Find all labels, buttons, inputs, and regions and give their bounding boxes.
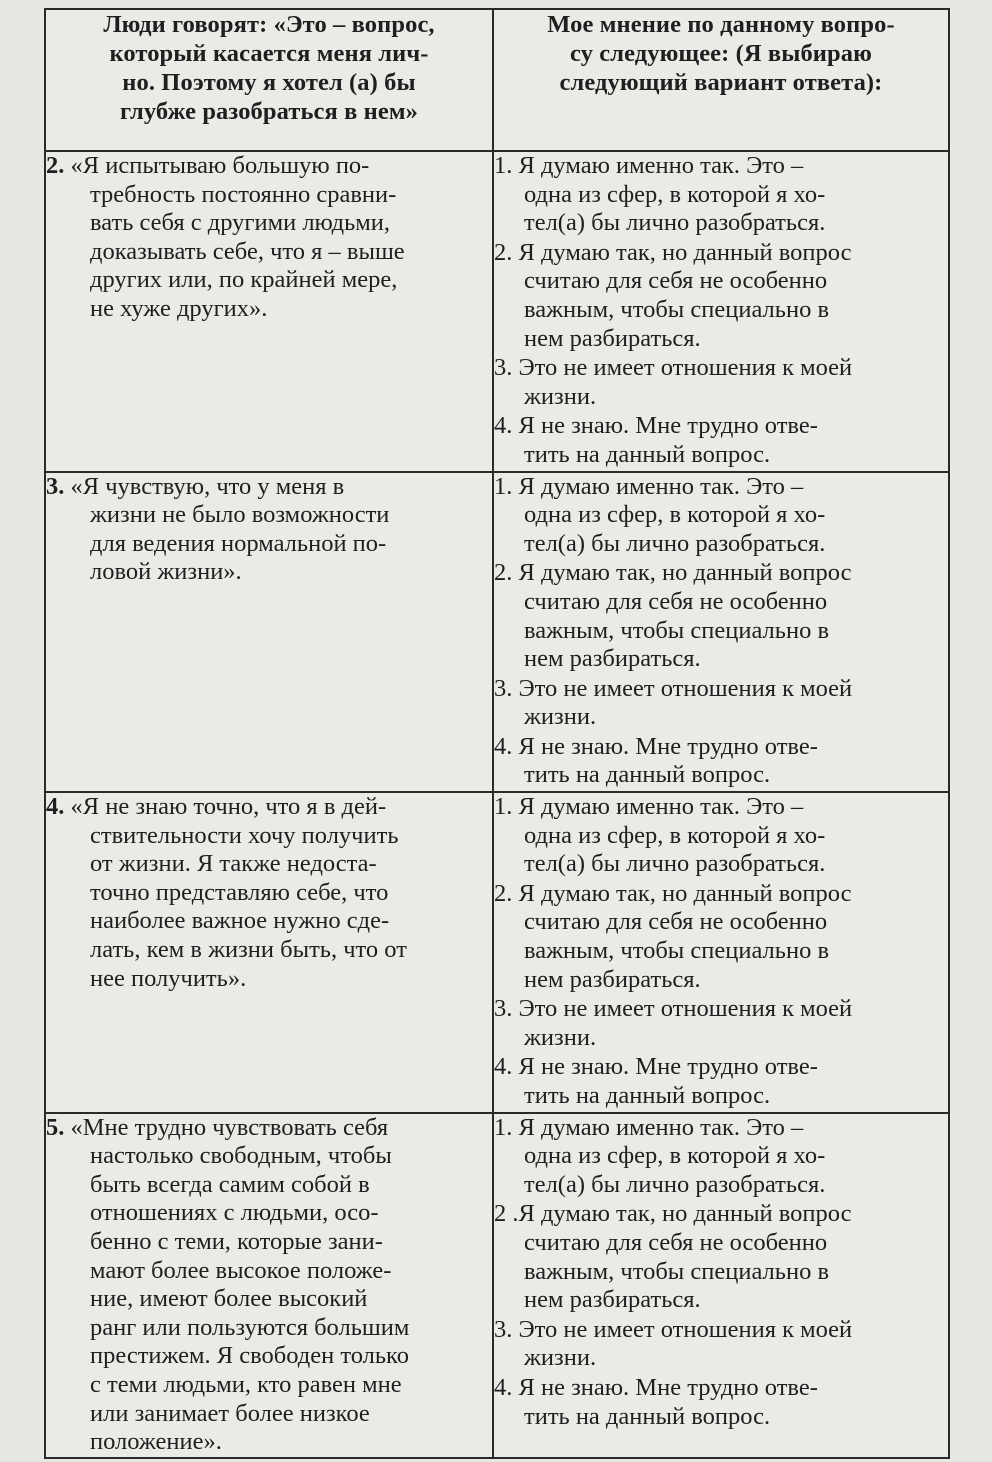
option-line: тить на данный вопрос. [524,761,771,789]
answer-option-4 [494,1374,948,1431]
option-line: нем разбираться. [524,1286,701,1314]
option-line: одна из сфер, в которой я хо- [524,180,826,208]
options-cell [493,151,949,472]
statement-line: настолько свободным, чтобы [90,1142,392,1170]
question-number: 2. [46,152,65,179]
option-line: тел(а) бы лично разобраться. [524,850,826,878]
header-left-line: который касается меня лич- [109,40,429,67]
option-line: 2. Я думаю так, но данный вопрос [494,238,852,266]
option-line: важным, чтобы специально в [524,295,830,323]
option-line: 3. Это не имеет отношения к моей [494,1315,853,1343]
header-left-line: но. Поэтому я хотел (а) бы [122,69,416,96]
option-line: считаю для себя не особенно [524,1228,828,1256]
answer-option-2 [494,880,948,994]
options-cell [493,792,949,1113]
option-line: тить на данный вопрос. [524,440,771,468]
answer-option-1 [494,152,948,238]
option-line: 4. Я не знаю. Мне трудно отве- [494,1373,818,1401]
option-line: считаю для себя не особенно [524,908,828,936]
option-line: важным, чтобы специально в [524,937,830,965]
option-line: 1. Я думаю именно так. Это – [494,1113,804,1141]
statement-line: не хуже других». [90,294,268,322]
option-line: тить на данный вопрос. [524,1402,771,1430]
option-line: 4. Я не знаю. Мне трудно отве- [494,1053,818,1081]
statement-line: ние, имеют более высокий [90,1285,368,1313]
statement-cell [45,472,493,793]
header-right-cell [493,9,949,151]
option-line: нем разбираться. [524,645,701,673]
header-row [45,9,949,151]
answer-option-1 [494,1114,948,1200]
answer-option-1 [494,793,948,879]
answer-option-2 [494,1200,948,1314]
answer-option-4 [494,412,948,469]
statement-line: или занимает более низкое [90,1399,370,1427]
statement-line: положение». [90,1428,222,1456]
question-row [45,792,949,1113]
statement-line: нее получить». [90,964,247,992]
header-left-line: Люди говорят: «Это – вопрос, [103,11,435,38]
header-right-line: следующий вариант ответа): [559,69,883,96]
statement-first-line [46,1114,492,1143]
option-line: 1. Я думаю именно так. Это – [494,472,804,500]
option-line: 2. Я думаю так, но данный вопрос [494,559,852,587]
option-line: 4. Я не знаю. Мне трудно отве- [494,412,818,440]
question-number: 3. [46,472,65,500]
statement-line: других или, по крайней мере, [90,266,398,294]
option-line: 4. Я не знаю. Мне трудно отве- [494,732,818,760]
header-left-cell [45,9,493,151]
statement-line: вать себя с другими людьми, [90,209,390,237]
option-line: тел(а) бы лично разобраться. [524,529,826,557]
question-row [45,1113,949,1458]
statement-line: жизни не было возможности [90,501,390,529]
question-row [45,151,949,472]
option-line: тел(а) бы лично разобраться. [524,209,826,237]
option-line: 2. Я думаю так, но данный вопрос [494,879,852,907]
option-line: жизни. [524,1023,597,1051]
answer-option-2 [494,559,948,673]
statement-first-line [46,793,492,822]
option-line: 2 .Я думаю так, но данный вопрос [494,1200,852,1228]
answer-option-3 [494,675,948,732]
statement-line: ранг или пользуются большим [90,1313,410,1341]
statement-line: наиболее важное нужно сде- [90,907,390,935]
statement-line: с теми людьми, кто равен мне [90,1370,402,1398]
statement-line: «Мне трудно чувствовать себя [70,1113,389,1141]
statement-line: «Я испытываю большую по- [70,152,370,179]
options-cell [493,1113,949,1458]
header-right-line: Мое мнение по данному вопро- [547,11,895,38]
option-line: 3. Это не имеет отношения к моей [494,995,853,1023]
option-line: 1. Я думаю именно так. Это – [494,152,804,179]
statement-first-line [46,473,492,502]
statement-line: точно представляю себе, что [90,878,389,906]
option-line: нем разбираться. [524,324,701,352]
statement-line: доказывать себе, что я – выше [90,237,405,265]
option-line: нем разбираться. [524,965,701,993]
answer-option-4 [494,733,948,790]
statement-line: ловой жизни». [90,558,242,586]
statement-line: быть всегда самим собой в [90,1170,370,1198]
option-line: жизни. [524,703,597,731]
option-line: считаю для себя не особенно [524,587,828,615]
answer-option-2 [494,239,948,353]
option-line: одна из сфер, в которой я хо- [524,501,826,529]
answer-option-3 [494,1316,948,1373]
statement-cell [45,1113,493,1458]
header-right-line: су следующее: (Я выбираю [570,40,872,67]
option-line: одна из сфер, в которой я хо- [524,1142,826,1170]
option-line: тел(а) бы лично разобраться. [524,1170,826,1198]
statement-line: для ведения нормальной по- [90,529,387,557]
option-line: тить на данный вопрос. [524,1082,771,1109]
answer-option-3 [494,995,948,1052]
statement-first-line [46,152,492,181]
statement-line: от жизни. Я также недоста- [90,850,377,878]
options-cell [493,472,949,793]
statement-line: бенно с теми, которые зани- [90,1227,383,1255]
option-line: важным, чтобы специально в [524,1257,830,1285]
answer-option-3 [494,354,948,411]
option-line: жизни. [524,382,597,410]
statement-cell [45,792,493,1113]
statement-cell [45,151,493,472]
statement-line: ствительности хочу получить [90,821,399,849]
statement-line: «Я не знаю точно, что я в дей- [70,793,387,821]
option-line: 3. Это не имеет отношения к моей [494,674,853,702]
option-line: 1. Я думаю именно так. Это – [494,793,804,821]
option-line: считаю для себя не особенно [524,267,828,295]
question-number: 5. [46,1113,65,1141]
statement-line: «Я чувствую, что у меня в [70,472,345,500]
question-number: 4. [46,793,65,821]
answer-option-4 [494,1053,948,1110]
statement-line: престижем. Я свободен только [90,1342,409,1370]
option-line: 3. Это не имеет отношения к моей [494,354,853,382]
option-line: важным, чтобы специально в [524,616,830,644]
statement-line: отношениях с людьми, осо- [90,1199,379,1227]
statement-line: лать, кем в жизни быть, что от [90,936,407,964]
option-line: жизни. [524,1344,597,1372]
option-line: одна из сфер, в которой я хо- [524,821,826,849]
statement-line: требность постоянно сравни- [90,180,397,208]
statement-line: мают более высокое положе- [90,1256,392,1284]
answer-option-1 [494,473,948,559]
question-row [45,472,949,793]
header-left-line: глубже разобраться в нем» [120,98,418,125]
questionnaire-table [44,8,950,1459]
